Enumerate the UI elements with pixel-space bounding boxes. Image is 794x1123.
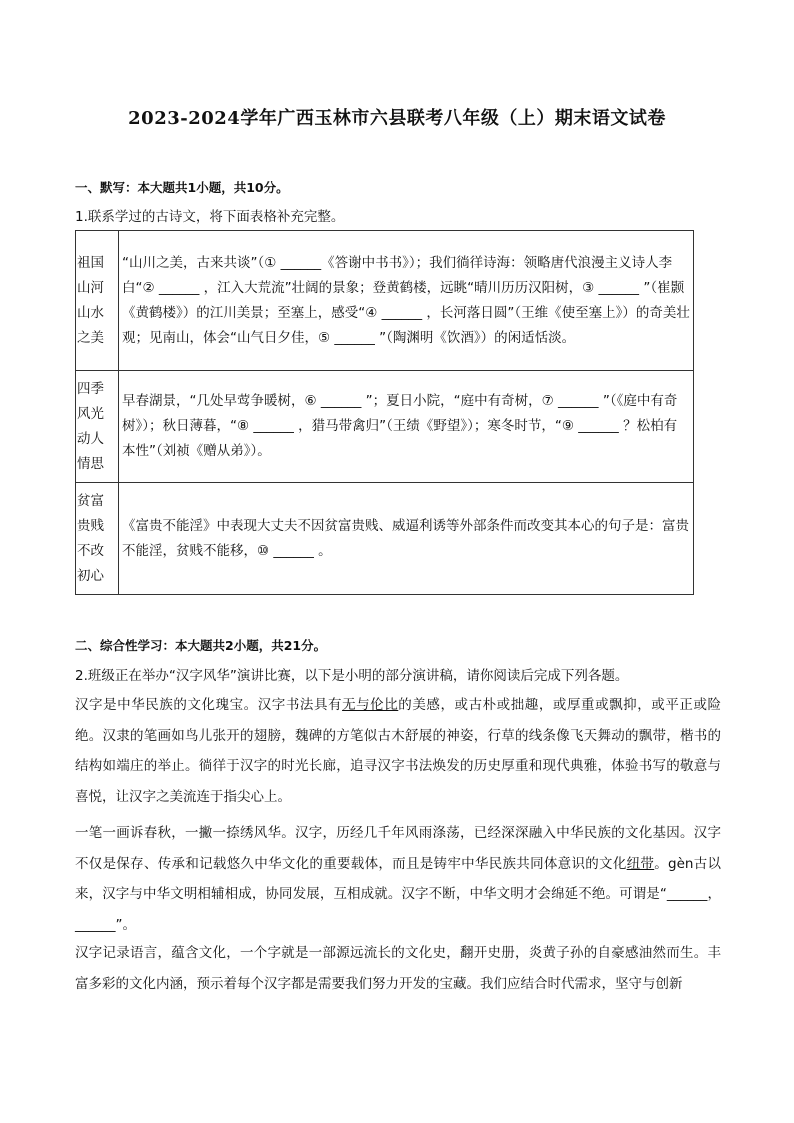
question-1-prompt: 1.联系学过的古诗文，将下面表格补充完整。 — [75, 209, 345, 225]
table-cell-content: 早春湖景，“几处早莺争暖树，⑥ ______ ”；夏日小院，“庭中有奇树，⑦ ______ ”（《庭中有奇树》）；秋日薄暮，“⑧ ______ ，猎马带禽归”（王绩《野望》）；寒冬时节，“⑨ ______ ？松柏有本性”（刘祯《赠从弟》）。 — [119, 371, 694, 483]
table-row — [76, 483, 694, 595]
table-cell-category: 祖国山河山水之美 — [76, 231, 119, 371]
question-2-prompt: 2.班级正在举办“汉字风华”演讲比赛，以下是小明的部分演讲稿，请你阅读后完成下列各题。 — [75, 668, 629, 684]
speech-paragraph: 汉字是中华民族的文化瑰宝。汉字书法具有无与伦比的美感，或古朴或拙趣，或厚重或飘抑，或平正或险绝。汉隶的笔画如鸟儿张开的翅膀，魏碑的方笔似古木舒展的神姿，行草的线条像飞天舞动的飘带，楷书的结构如端庄的举止。徜徉于汉字的时光长廊，追寻汉字书法焕发的历史厚重和现代典雅，体验书写的敬意与喜悦，让汉字之美流连于指尖心上。 — [75, 697, 722, 805]
underlined-word: 无与伦比 — [342, 697, 399, 713]
table-cell-category: 贫富贵贱不改初心 — [76, 483, 119, 595]
table-cell-category: 四季风光动人情思 — [76, 371, 119, 483]
page-title: 2023-2024学年广西玉林市六县联考八年级（上）期末语文试卷 — [128, 108, 666, 129]
table-row — [76, 231, 694, 371]
table-cell-content: “山川之美，古来共谈”（① ______《答谢中书书》）；我们徜徉诗海：领略唐代浪漫主义诗人李白“② ______ ，江入大荒流”壮阔的景象；登黄鹤楼，远眺“晴川历历汉阳树，③ ______ ”（崔颢《黄鹤楼》）的江川美景；至塞上，感受“④ ______ ，长河落日圆”（王维《使至塞上》）的奇美壮观；见南山，体会“山气日夕佳，⑤ ______ ”（陶渊明《饮酒》）的闲适恬淡。 — [119, 231, 694, 371]
table-cell-content: 《富贵不能淫》中表现大丈夫不因贫富贵贱、威逼利诱等外部条件而改变其本心的句子是：富贵不能淫，贫贱不能移，⑩ ______ 。 — [119, 483, 694, 595]
section-1-heading: 一、默写：本大题共1小题，共10分。 — [75, 180, 289, 195]
poetry-fill-table — [75, 230, 694, 595]
underlined-word: 纽带 — [626, 855, 655, 872]
section-2-heading: 二、综合性学习：本大题共2小题，共21分。 — [75, 638, 327, 653]
speech-paragraph: 一笔一画诉春秋，一撇一捺绣风华。汉字，历经几千年风雨涤荡，已经深深融入中华民族的文化基因。汉字不仅是保存、传承和记载悠久中华文化的重要载体，而且是铸牢中华民族共同体意识的文化纽带。gèn古以来，汉字与中华文明相辅相成，协同发展，互相成就。汉字不断，中华文明才会绵延不绝。可谓是“______，______”。 — [75, 825, 722, 933]
table-row — [76, 371, 694, 483]
speech-paragraph: 汉字记录语言，蕴含文化，一个字就是一部源远流长的文化史，翻开史册，炎黄子孙的自豪感油然而生。丰富多彩的文化内涵，预示着每个汉字都是需要我们努力开发的宝藏。我们应结合时代需求，坚守与创新 — [75, 945, 721, 992]
